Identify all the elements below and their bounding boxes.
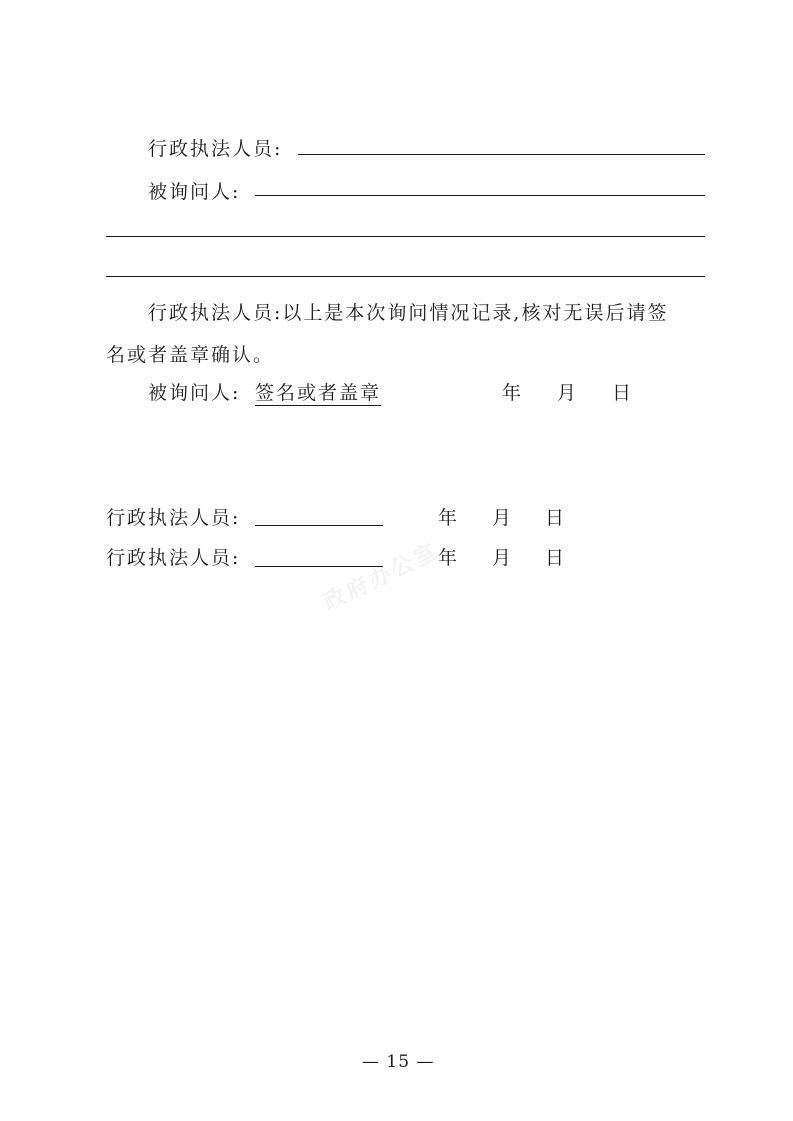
interviewee-line[interactable] [255,195,705,196]
statement-line-2: 名或者盖章确认。 [106,344,275,366]
sign-hint[interactable]: 签名或者盖章 [255,382,382,404]
sign-date-month: 月 [557,382,579,404]
officer-sign-label-1: 行政执法人员: [106,507,241,529]
officer-date-month-1: 月 [492,507,514,529]
officer-date-year-2: 年 [438,547,460,569]
watermark-stamp: 政府办公室 [319,537,444,616]
officer-date-month-2: 月 [492,547,514,569]
officer-date-day-2: 日 [545,547,567,569]
sign-date-year: 年 [502,382,524,404]
sign-date-day: 日 [612,382,634,404]
officer-date-year-1: 年 [438,507,460,529]
statement-line-1: 行政执法人员:以上是本次询问情况记录,核对无误后请签 [148,302,669,324]
officer-sign-label-2: 行政执法人员: [106,547,241,569]
blank-line-2[interactable] [106,276,705,277]
officer-date-day-1: 日 [545,507,567,529]
sign-label: 被询问人: [148,382,241,404]
officer-line-1[interactable] [298,154,705,155]
officer-label-1: 行政执法人员: [148,138,283,160]
blank-line-1[interactable] [106,236,705,237]
interviewee-label: 被询问人: [148,181,241,203]
officer-sign-line-1[interactable] [255,525,383,526]
page-number: — 15 — [362,1052,435,1072]
